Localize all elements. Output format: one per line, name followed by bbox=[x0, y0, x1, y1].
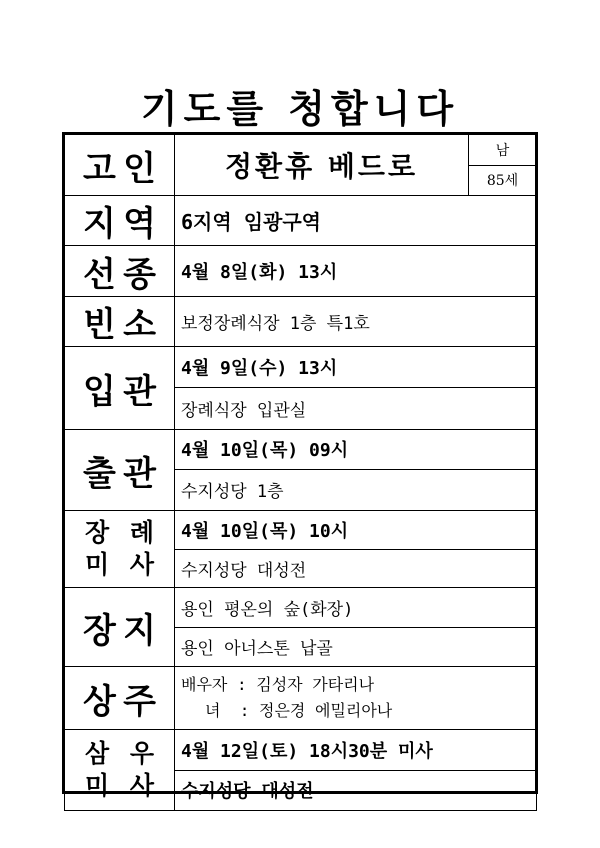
label-memorial-mass-1-second-char: 우 bbox=[129, 739, 154, 768]
label-funeral-mass-1-second-char: 례 bbox=[129, 518, 154, 547]
burial-line2: 용인 아너스톤 납골 bbox=[175, 627, 537, 667]
label-death-second-char: 종 bbox=[123, 254, 156, 295]
label-burial-second-char: 지 bbox=[123, 610, 156, 651]
label-memorial-mass-2-second-char: 사 bbox=[129, 771, 154, 800]
label-region: 지 bbox=[83, 204, 116, 244]
departure-place: 수지성당 1층 bbox=[175, 469, 537, 510]
label-memorial-mass-2: 미 bbox=[85, 771, 110, 800]
row-burial bbox=[65, 588, 537, 628]
encoffin-date: 4월 9일(수) 13시 bbox=[175, 347, 537, 388]
row-funeral-mass bbox=[65, 511, 537, 550]
label-funeral-mass-1: 장 bbox=[85, 518, 110, 547]
funeral-mass-date: 4월 10일(목) 10시 bbox=[175, 511, 537, 550]
row-departure bbox=[65, 430, 537, 470]
row-memorial-mass bbox=[65, 730, 537, 771]
death-value: 4월 8일(화) 13시 bbox=[175, 246, 537, 297]
page-title: 기도를 청합니다 bbox=[140, 86, 460, 131]
label-region-second-char: 역 bbox=[123, 204, 156, 244]
row-region bbox=[65, 196, 537, 246]
encoffin-place: 장례식장 입관실 bbox=[175, 387, 537, 429]
row-death bbox=[65, 246, 537, 297]
burial-line1: 용인 평온의 숲(화장) bbox=[175, 588, 537, 628]
label-death: 선 bbox=[83, 254, 116, 295]
row-encoffin bbox=[65, 347, 537, 388]
label-chief-mourner-second-char: 주 bbox=[123, 681, 156, 722]
label-chief-mourner: 상 bbox=[83, 681, 116, 722]
deceased-gender: 남 bbox=[469, 135, 537, 166]
label-departure: 출 bbox=[83, 453, 116, 494]
region-value: 6지역 임광구역 bbox=[175, 196, 537, 246]
mourner-spouse: 배우자 : 김성자 가타리나 bbox=[181, 675, 375, 694]
label-mortuary: 빈 bbox=[83, 305, 116, 345]
deceased-name: 정환휴 베드로 bbox=[175, 135, 469, 196]
mourner-daughter: 녀 : 정은경 에밀리아나 bbox=[205, 701, 393, 720]
label-funeral-mass-2: 미 bbox=[85, 550, 110, 579]
funeral-mass-place: 수지성당 대성전 bbox=[175, 549, 537, 588]
label-deceased-text: 고 bbox=[83, 148, 116, 189]
funeral-info-table bbox=[64, 134, 537, 811]
label-mortuary-second-char: 소 bbox=[123, 305, 156, 345]
deceased-age: 85세 bbox=[469, 165, 537, 196]
label-encoffin-second-char: 관 bbox=[123, 371, 156, 412]
label-deceased bbox=[65, 141, 174, 190]
departure-date: 4월 10일(목) 09시 bbox=[175, 430, 537, 470]
label-encoffin: 입 bbox=[83, 371, 116, 412]
mortuary-value: 보정장례식장 1층 특1호 bbox=[175, 297, 537, 347]
row-mortuary bbox=[65, 297, 537, 347]
row-deceased bbox=[65, 135, 537, 166]
label-memorial-mass-1: 삼 bbox=[85, 739, 110, 768]
label-deceased-text-second-char: 인 bbox=[123, 148, 156, 189]
memorial-mass-place: 수지성당 대성전 bbox=[175, 770, 537, 811]
label-departure-second-char: 관 bbox=[123, 453, 156, 494]
label-funeral-mass-2-second-char: 사 bbox=[129, 550, 154, 579]
label-burial: 장 bbox=[83, 610, 116, 651]
row-chief-mourner bbox=[65, 667, 537, 730]
memorial-mass-date: 4월 12일(토) 18시30분 미사 bbox=[175, 730, 537, 771]
